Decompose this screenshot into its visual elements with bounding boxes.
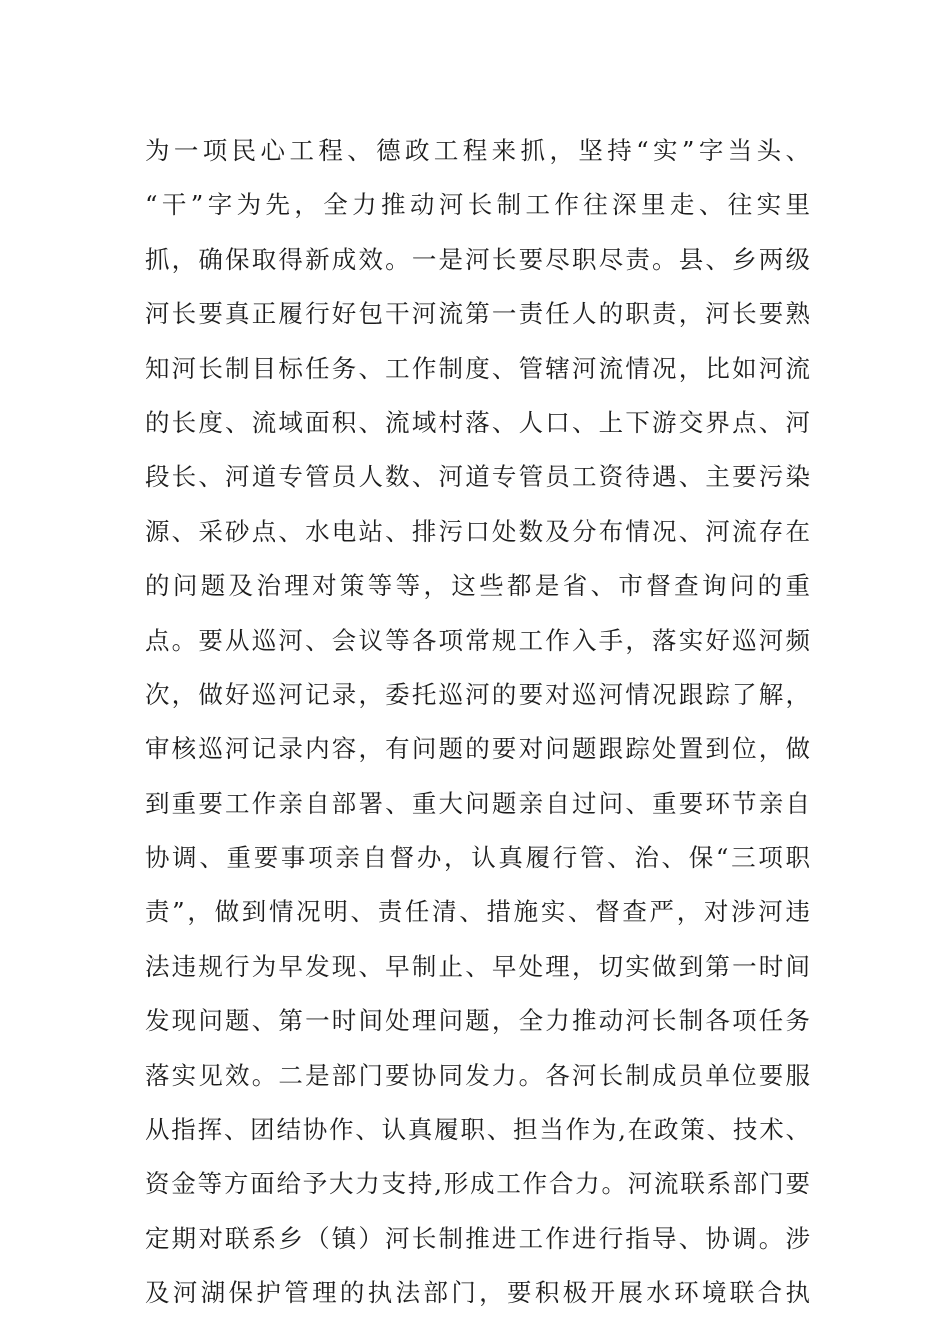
text-line: 及河湖保护管理的执法部门，要积极开展水环境联合执: [145, 1278, 810, 1308]
text-line: 为一项民心工程、德政工程来抓，坚持“实”字当头、: [145, 136, 810, 165]
text-line: 协调、重要事项亲自督办，认真履行管、治、保“三项职: [145, 843, 810, 873]
text-line: 的长度、流域面积、流域村落、人口、上下游交界点、河: [145, 407, 810, 437]
text-line: 段长、河道专管员人数、河道专管员工资待遇、主要污染: [145, 462, 810, 492]
text-line: 从指挥、团结协作、认真履职、担当作为,在政策、技术、: [145, 1115, 810, 1145]
text-line: 抓，确保取得新成效。一是河长要尽职尽责。县、乡两级: [145, 244, 810, 274]
text-line: 审核巡河记录内容，有问题的要对问题跟踪处置到位，做: [145, 734, 810, 764]
text-line: 点。要从巡河、会议等各项常规工作入手，落实好巡河频: [145, 625, 810, 655]
text-line: 法违规行为早发现、早制止、早处理，切实做到第一时间: [145, 951, 810, 981]
text-line: 源、采砂点、水电站、排污口处数及分布情况、河流存在: [145, 516, 810, 546]
text-line: “干”字为先，全力推动河长制工作往深里走、往实里: [145, 190, 810, 220]
text-line: 发现问题、第一时间处理问题，全力推动河长制各项任务: [145, 1006, 810, 1036]
body-text: [145, 124, 810, 1321]
text-line: 知河长制目标任务、工作制度、管辖河流情况，比如河流: [145, 353, 810, 383]
text-line: 资金等方面给予大力支持,形成工作合力。河流联系部门要: [145, 1169, 810, 1199]
text-line: 次，做好巡河记录，委托巡河的要对巡河情况跟踪了解，: [145, 679, 810, 709]
text-line: 定期对联系乡（镇）河长制推进工作进行指导、协调。涉: [145, 1223, 810, 1253]
text-line: 落实见效。二是部门要协同发力。各河长制成员单位要服: [145, 1060, 810, 1090]
text-line: 的问题及治理对策等等，这些都是省、市督查询问的重: [145, 571, 810, 601]
text-line: 河长要真正履行好包干河流第一责任人的职责，河长要熟: [145, 299, 810, 329]
text-line: 责”，做到情况明、责任清、措施实、督查严，对涉河违: [145, 897, 810, 927]
text-line: 到重要工作亲自部署、重大问题亲自过问、重要环节亲自: [145, 788, 810, 818]
